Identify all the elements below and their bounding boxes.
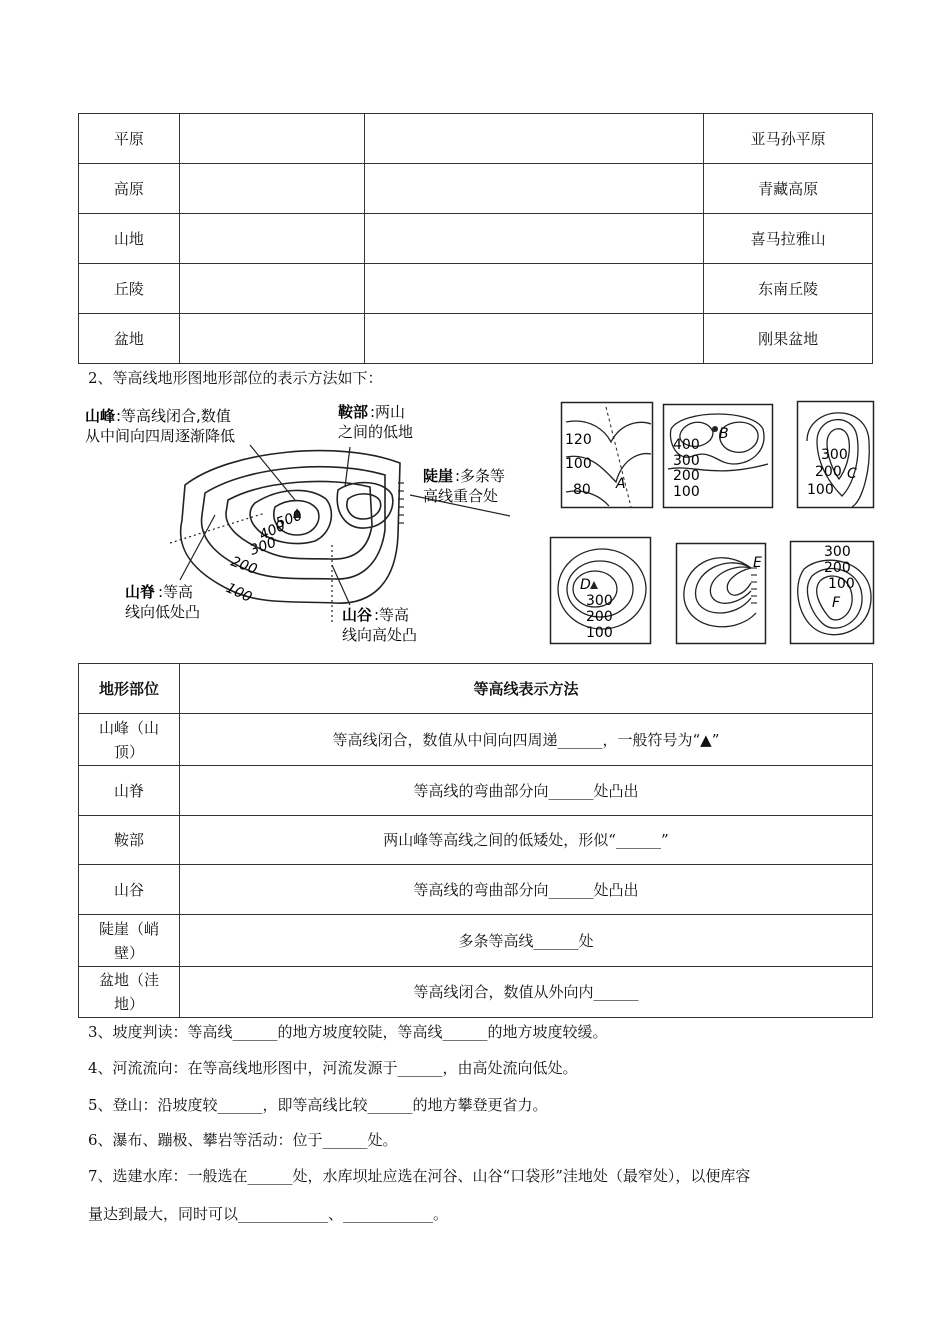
map-f-200: 200 — [824, 560, 851, 576]
part-cell: 山谷 — [79, 865, 180, 915]
landform-example: 青藏高原 — [704, 164, 873, 214]
cliff-label-line1: :多条等 — [455, 467, 506, 485]
header-part: 地形部位 — [79, 664, 180, 714]
header-method: 等高线表示方法 — [179, 664, 872, 714]
part-cell: 山峰（山顶） — [79, 714, 180, 766]
landform-table — [78, 113, 873, 364]
contour-label-200: 200 — [228, 553, 260, 578]
landform-name: 平原 — [79, 114, 180, 164]
question-7-line1: 7、选建水库：一般选在______处，水库坝址应选在河谷、山谷“口袋形”洼地处（最窄处），以便库容 — [88, 1167, 751, 1185]
map-b-300: 300 — [673, 453, 700, 469]
map-d-letter: D — [580, 577, 591, 593]
empty-cell — [364, 114, 704, 164]
method-cell: 等高线的弯曲部分向______处凸出 — [179, 766, 872, 816]
part-cell: 山脊 — [79, 766, 180, 816]
method-cell: 等高线闭合，数值从外向内______ — [179, 967, 872, 1018]
table-header-row — [79, 664, 873, 714]
question-5: 5、登山：沿坡度较______，即等高线比较______的地方攀登更省力。 — [88, 1096, 548, 1114]
contour-label-100: 100 — [223, 580, 255, 606]
ridge-label-line2: 线向低处凸 — [125, 603, 201, 621]
empty-cell — [179, 114, 364, 164]
empty-cell — [179, 264, 364, 314]
map-f-100: 100 — [828, 576, 855, 592]
part-cell: 鞍部 — [79, 816, 180, 865]
map-c-200: 200 — [815, 464, 842, 480]
map-a-80: 80 — [573, 482, 591, 498]
map-e — [676, 543, 766, 644]
contour-label-400: 400 — [256, 517, 288, 544]
valley-label-title: 山谷 — [342, 606, 373, 624]
map-a-120: 120 — [565, 432, 592, 448]
landform-name: 丘陵 — [79, 264, 180, 314]
table-row — [79, 714, 873, 766]
map-a-100: 100 — [565, 456, 592, 472]
table-row — [79, 164, 873, 214]
map-b-400: 400 — [673, 437, 700, 453]
empty-cell — [179, 164, 364, 214]
peak-label-line1: :等高线闭合,数值 — [116, 407, 231, 425]
part-cell: 陡崖（峭壁） — [79, 915, 180, 967]
empty-cell — [364, 164, 704, 214]
question-4: 4、河流流向：在等高线地形图中，河流发源于______，由高处流向低处。 — [88, 1059, 578, 1077]
map-b-200: 200 — [673, 468, 700, 484]
map-c-300: 300 — [821, 447, 848, 463]
table-row — [79, 915, 873, 967]
landform-example: 亚马孙平原 — [704, 114, 873, 164]
map-d-200: 200 — [586, 609, 613, 625]
map-a-letter: A — [616, 476, 626, 492]
table-row — [79, 214, 873, 264]
table-row — [79, 816, 873, 865]
table-row — [79, 264, 873, 314]
map-b-100: 100 — [673, 484, 700, 500]
map-f-300: 300 — [824, 544, 851, 560]
table-row — [79, 114, 873, 164]
peak-label-title: 山峰 — [85, 407, 116, 425]
landform-example: 东南丘陵 — [704, 264, 873, 314]
contour-table — [78, 663, 873, 1018]
section-2-title: 2、等高线地形图地形部位的表示方法如下： — [88, 369, 383, 387]
empty-cell — [179, 214, 364, 264]
valley-label-line1: :等高 — [374, 606, 410, 624]
method-cell: 两山峰等高线之间的低矮处，形似“______” — [179, 816, 872, 865]
map-d-100: 100 — [586, 625, 613, 641]
question-6: 6、瀑布、蹦极、攀岩等活动：位于______处。 — [88, 1131, 398, 1149]
contour-label-500: 500 — [273, 507, 305, 532]
table-row — [79, 314, 873, 364]
empty-cell — [364, 214, 704, 264]
contour-label-300: 300 — [247, 534, 279, 559]
valley-label-line2: 线向高处凸 — [342, 626, 418, 644]
saddle-label-line2: 之间的低地 — [338, 423, 414, 441]
map-c — [797, 401, 874, 508]
saddle-label-line1: :两山 — [370, 403, 406, 421]
table-row — [79, 865, 873, 915]
map-b — [663, 404, 773, 508]
ridge-label-line1: :等高 — [158, 583, 194, 601]
question-3: 3、坡度判读：等高线______的地方坡度较陡，等高线______的地方坡度较缓。 — [88, 1023, 608, 1041]
landform-example: 刚果盆地 — [704, 314, 873, 364]
map-d — [550, 537, 651, 644]
question-7-line2: 量达到最大，同时可以____________、____________。 — [88, 1205, 449, 1223]
main-contour-diagram — [80, 395, 520, 650]
method-cell: 等高线闭合，数值从中间向四周递______，一般符号为“▲” — [179, 714, 872, 766]
empty-cell — [364, 314, 704, 364]
map-f — [790, 541, 874, 644]
map-d-300: 300 — [586, 593, 613, 609]
landform-name: 山地 — [79, 214, 180, 264]
empty-cell — [179, 314, 364, 364]
cliff-label-line2: 高线重合处 — [423, 487, 499, 505]
map-a — [561, 402, 653, 508]
landform-example: 喜马拉雅山 — [704, 214, 873, 264]
landform-name: 盆地 — [79, 314, 180, 364]
method-cell: 等高线的弯曲部分向______处凸出 — [179, 865, 872, 915]
table-row — [79, 766, 873, 816]
saddle-label-title: 鞍部 — [338, 403, 369, 421]
table-row — [79, 967, 873, 1018]
map-c-letter: C — [847, 466, 857, 482]
empty-cell — [364, 264, 704, 314]
map-c-100: 100 — [807, 482, 834, 498]
method-cell: 多条等高线______处 — [179, 915, 872, 967]
map-b-letter: B — [719, 426, 729, 442]
map-f-letter: F — [832, 595, 841, 611]
part-cell: 盆地（洼地） — [79, 967, 180, 1018]
ridge-label-title: 山脊 — [125, 583, 156, 601]
landform-name: 高原 — [79, 164, 180, 214]
cliff-label-title: 陡崖 — [423, 467, 454, 485]
map-e-letter: E — [753, 555, 762, 571]
peak-label-line2: 从中间向四周逐渐降低 — [85, 427, 236, 445]
